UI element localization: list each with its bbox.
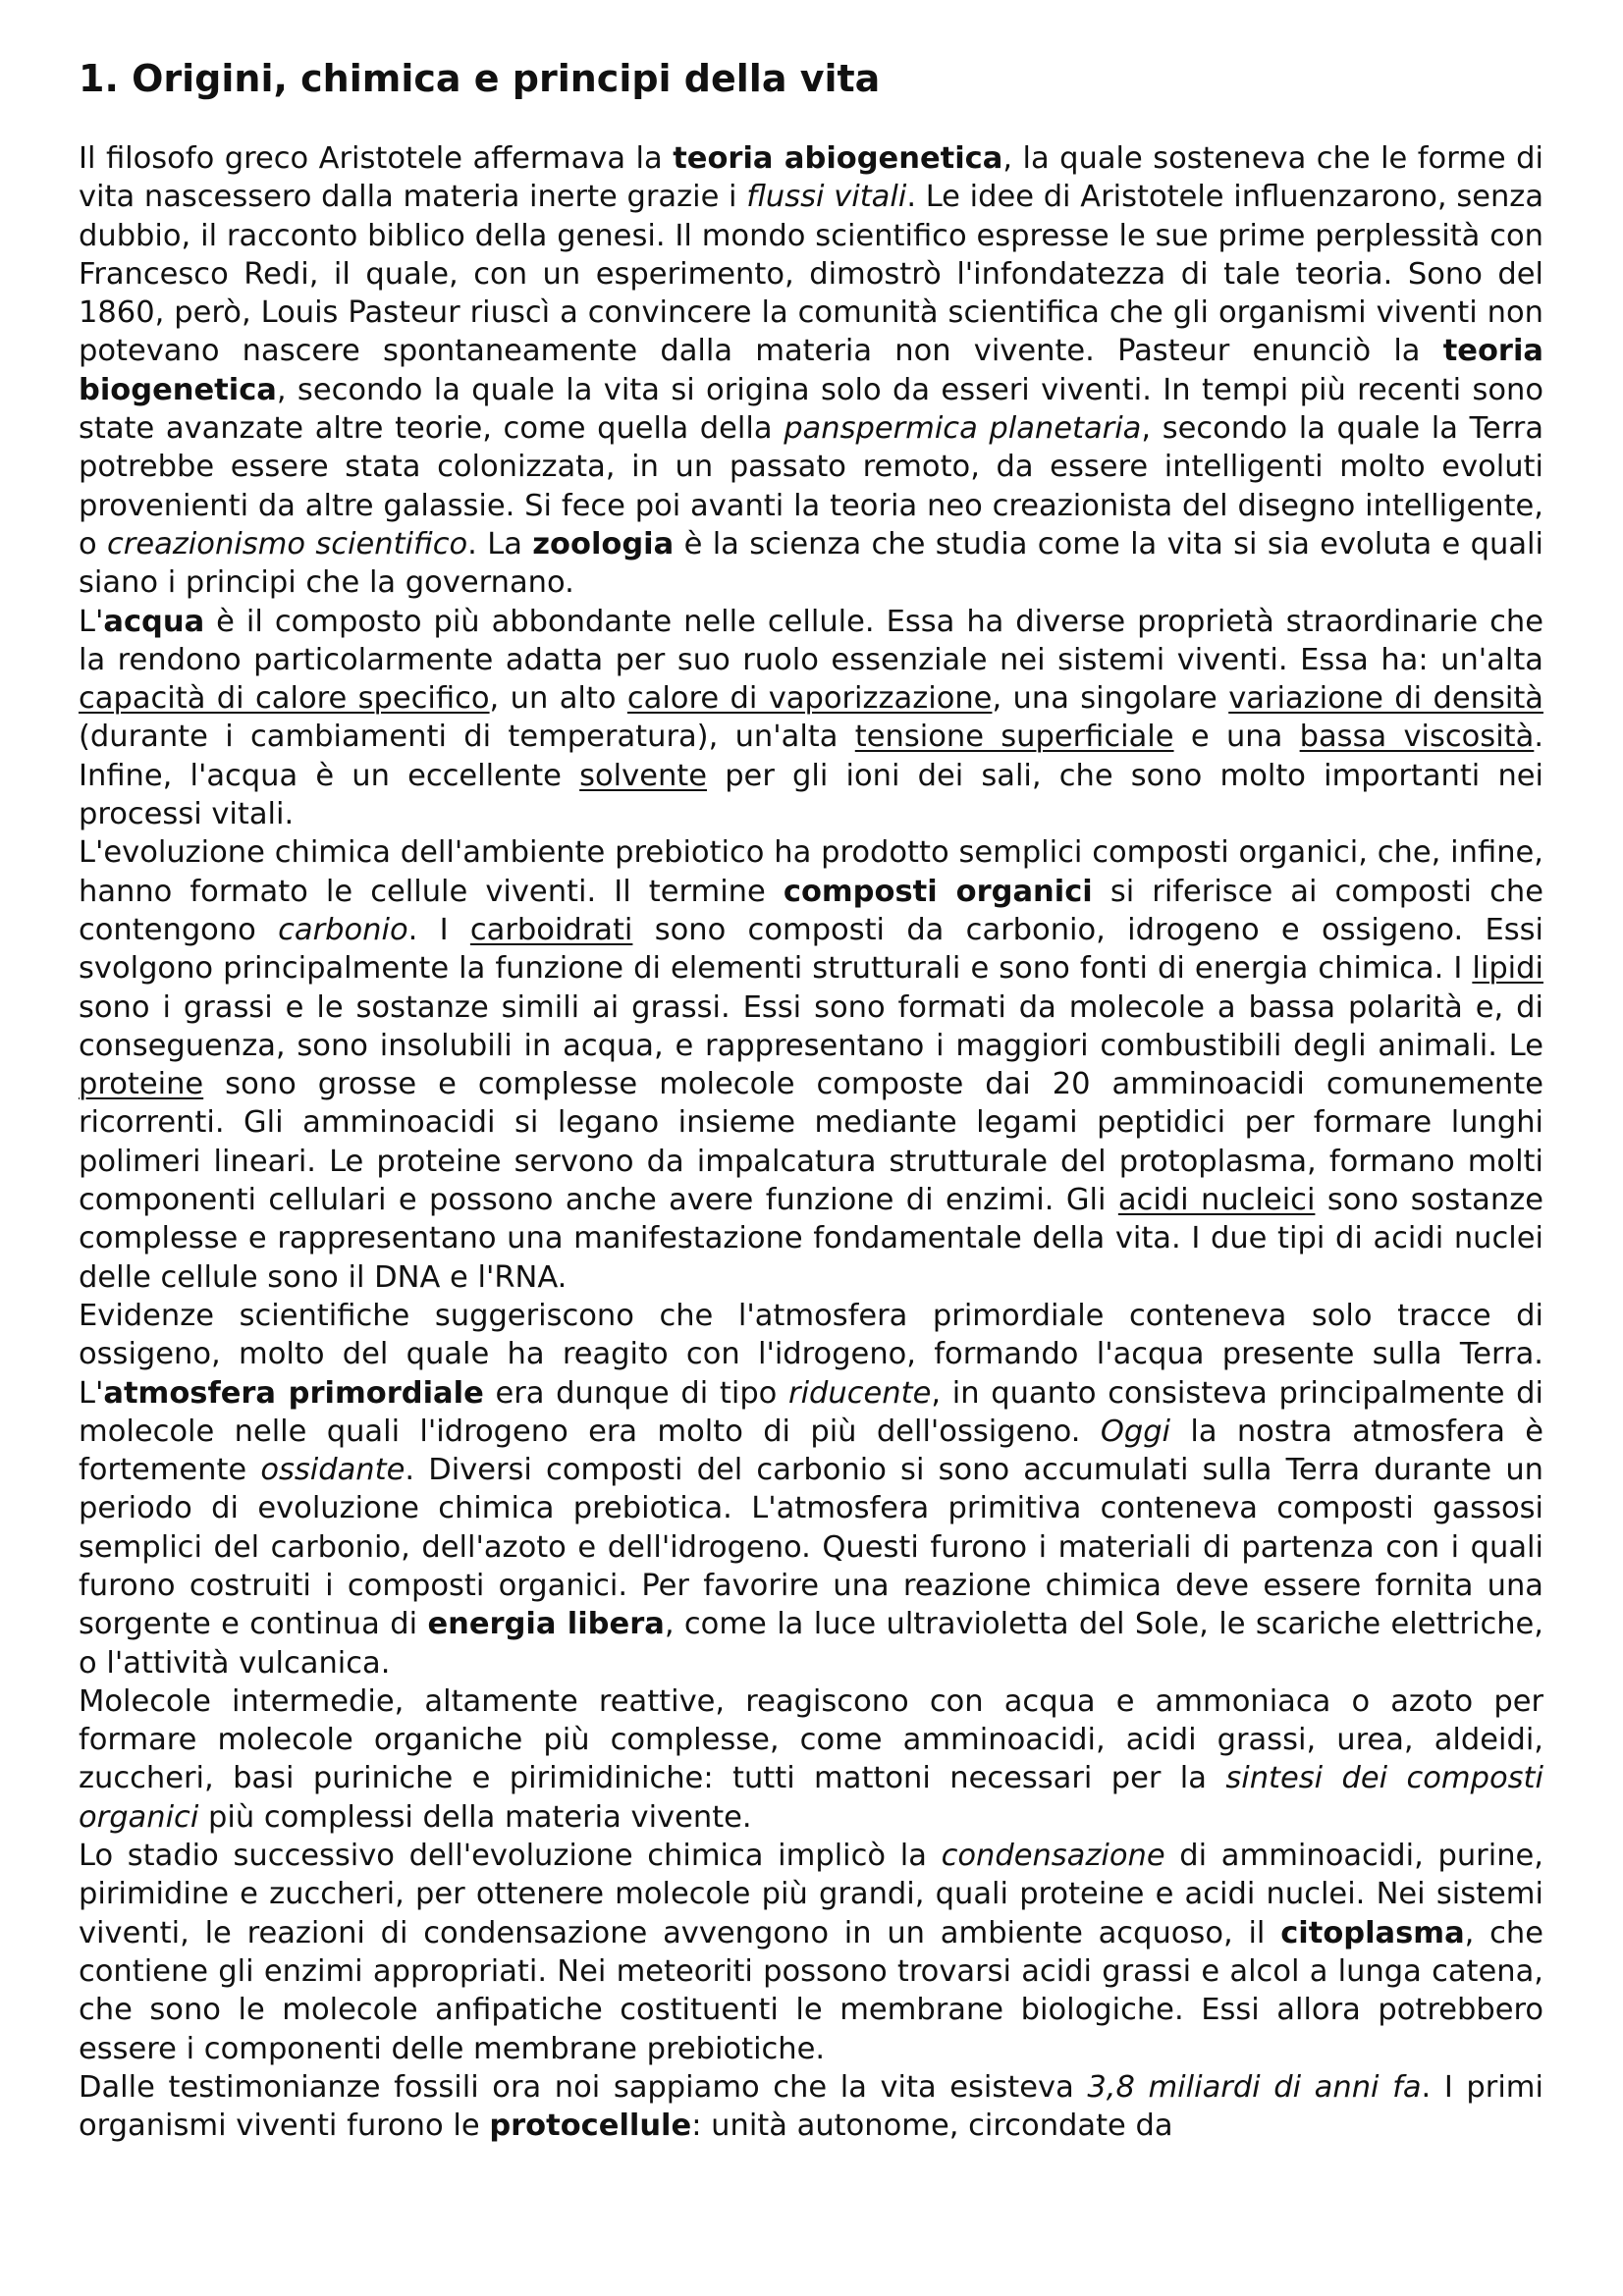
text-run: . I primi organismi viventi furono le xyxy=(79,2069,1543,2144)
text-run: la nostra atmosfera è fortemente xyxy=(79,1414,1543,1488)
italic-term: creazionismo scientifico xyxy=(107,526,468,561)
bold-term: protocellule xyxy=(489,2109,692,2144)
italic-term: condensazione xyxy=(941,1839,1165,1874)
text-run: era dunque di tipo xyxy=(483,1375,789,1411)
italic-term: 3,8 miliardi di anni fa xyxy=(1087,2069,1422,2105)
text-run: per gli ioni dei sali, che sono molto importanti nei processi vitali. xyxy=(79,758,1544,832)
paragraph xyxy=(79,1682,1543,1837)
text-run: : unità autonome, circondate da xyxy=(691,2109,1173,2144)
text-run: è il composto più abbondante nelle cellule. Essa ha diverse proprietà straordinarie che la rendono particolarmente adatta per suo ruolo essenziale nei sistemi viventi. Essa ha: un'alta xyxy=(79,604,1543,677)
text-run: , che contiene gli enzimi appropriati. Nei meteoriti possono trovarsi acidi grassi e alcol a lunga catena, che sono le molecole anfipatiche costituenti le membrane biologiche. Essi allora potrebbero essere i componenti delle membrane prebiotiche. xyxy=(79,1915,1543,2066)
text-run: , secondo la quale la Terra potrebbe essere stata colonizzata, in un passato remoto, da essere intelligenti molto evoluti provenienti da altre galassie. Si fece poi avanti la teoria neo creazionista del disegno intelligente, o xyxy=(79,411,1544,561)
paragraph xyxy=(79,139,1543,603)
paragraph xyxy=(79,1297,1543,1682)
text-run: Molecole intermedie, altamente reattive, reagiscono con acqua e ammoniaca o azoto per formare molecole organiche più complesse, come amminoacidi, acidi grassi, urea, aldeidi, zuccheri, basi puriniche e pirimidiniche: tutti mattoni necessari per la xyxy=(79,1683,1543,1796)
underlined-term: carboidrati xyxy=(469,912,633,947)
text-run: , come la luce ultravioletta del Sole, le scariche elettriche, o l'attività vulcanica. xyxy=(79,1607,1543,1681)
text-run: . I xyxy=(407,912,470,947)
document-body xyxy=(79,139,1543,2145)
text-run: sono grosse e complesse molecole composte dai 20 amminoacidi comunemente ricorrenti. Gli amminoacidi si legano insieme mediante legami peptidici per formare lunghi polimeri lineari. Le proteine servono da impalcatura strutturale del protoplasma, formano molti componenti cellulari e possono anche avere funzione di enzimi. Gli xyxy=(79,1067,1543,1218)
underlined-term: bassa viscosità xyxy=(1299,720,1535,755)
text-run: , una singolare xyxy=(992,681,1229,717)
text-run: , un alto xyxy=(489,681,627,717)
underlined-term: acidi nucleici xyxy=(1117,1183,1316,1218)
text-run: è la scienza che studia come la vita si sia evoluta e quali siano i principi che la governano. xyxy=(79,526,1544,601)
underlined-term: proteine xyxy=(79,1067,204,1102)
bold-term: teoria biogenetica xyxy=(79,334,1543,407)
text-run: sono sostanze complesse e rappresentano una manifestazione fondamentale della vita. I due tipi di acidi nuclei delle cellule sono il DNA e l'RNA. xyxy=(79,1183,1543,1295)
text-run: e una xyxy=(1173,720,1300,755)
text-run: L'evoluzione chimica dell'ambiente prebiotico ha prodotto semplici composti organici, che, infine, hanno formato le cellule viventi. Il termine xyxy=(79,835,1543,909)
text-run: L' xyxy=(79,604,104,639)
underlined-term: calore di vaporizzazione xyxy=(626,681,993,717)
paragraph xyxy=(79,833,1543,1297)
underlined-term: lipidi xyxy=(1472,951,1543,987)
italic-term: ossidante xyxy=(260,1453,406,1488)
bold-term: acqua xyxy=(103,604,205,639)
text-run: , in quanto consisteva principalmente di molecole nelle quali l'idrogeno era molto di più dell'ossigeno. xyxy=(79,1375,1543,1449)
text-run: Dalle testimonianze fossili ora noi sappiamo che la vita esisteva xyxy=(79,2069,1088,2105)
text-run: Lo stadio successivo dell'evoluzione chimica implicò la xyxy=(79,1839,942,1874)
text-run: , secondo la quale la vita si origina solo da esseri viventi. In tempi più recenti sono state avanzate altre teorie, come quella della xyxy=(79,372,1543,447)
text-run: . Infine, l'acqua è un eccellente xyxy=(79,720,1544,793)
text-run: (durante i cambiamenti di temperatura), un'alta xyxy=(79,720,855,755)
text-run: più complessi della materia vivente. xyxy=(198,1799,752,1835)
bold-term: energia libera xyxy=(427,1607,665,1642)
section-heading: 1. Origini, chimica e principi della vita xyxy=(79,57,881,100)
italic-term: riducente xyxy=(788,1375,932,1411)
text-run: si riferisce ai composti che contengono xyxy=(79,874,1543,947)
bold-term: atmosfera primordiale xyxy=(103,1375,484,1411)
bold-term: composti organici xyxy=(783,874,1093,909)
bold-term: citoplasma xyxy=(1280,1915,1465,1950)
underlined-term: variazione di densità xyxy=(1228,681,1543,717)
bold-term: teoria abiogenetica xyxy=(673,141,1003,176)
text-run: Evidenze scientifiche suggeriscono che l'atmosfera primordiale conteneva solo tracce di ossigeno, molto del quale ha reagito con l'idrogeno, formando l'acqua presente sulla Terra. L' xyxy=(79,1298,1543,1411)
italic-term: flussi vitali xyxy=(746,180,907,215)
paragraph xyxy=(79,603,1543,834)
paragraph xyxy=(79,1837,1543,2068)
text-run: . Diversi composti del carbonio si sono accumulati sulla Terra durante un periodo di evoluzione chimica prebiotica. L'atmosfera primitiva conteneva composti gassosi semplici del carbonio, dell'azoto e dell'idrogeno. Questi furono i materiali di partenza con i quali furono costruiti i composti organici. Per favorire una reazione chimica deve essere fornita una sorgente e continua di xyxy=(79,1453,1543,1642)
italic-term: panspermica planetaria xyxy=(784,411,1142,447)
underlined-term: capacità di calore specifico xyxy=(79,681,490,717)
underlined-term: solvente xyxy=(579,758,708,793)
italic-term: Oggi xyxy=(1100,1414,1171,1449)
text-run: . Le idee di Aristotele influenzarono, senza dubbio, il racconto biblico della genesi. Il mondo scientifico espresse le sue prime perplessità con Francesco Redi, il quale, con un esperimento, dimostrò l'infondatezza di tale teoria. Sono del 1860, però, Louis Pasteur riuscì a convincere la comunità scientifica che gli organismi viventi non potevano nascere spontaneamente dalla materia non vivente. Pasteur enunciò la xyxy=(79,180,1544,369)
text-run: sono composti da carbonio, idrogeno e ossigeno. Essi svolgono principalmente la funzione di elementi strutturali e sono fonti di energia chimica. I xyxy=(79,912,1543,987)
text-run: Il filosofo greco Aristotele affermava la xyxy=(79,141,674,176)
bold-term: zoologia xyxy=(532,526,675,561)
italic-term: carbonio xyxy=(278,912,408,947)
text-run: sono i grassi e le sostanze simili ai grassi. Essi sono formati da molecole a bassa polarità e, di conseguenza, sono insolubili in acqua, e rappresentano i maggiori combustibili degli animali. Le xyxy=(79,989,1543,1063)
text-run: di amminoacidi, purine, pirimidine e zuccheri, per ottenere molecole più grandi, quali proteine e acidi nuclei. Nei sistemi viventi, le reazioni di condensazione avvengono in un ambiente acquoso, il xyxy=(79,1839,1543,1950)
text-run: , la quale sosteneva che le forme di vita nascessero dalla materia inerte grazie i xyxy=(79,141,1543,215)
paragraph xyxy=(79,2068,1543,2146)
text-run: . La xyxy=(467,526,533,561)
italic-term: sintesi dei composti organici xyxy=(79,1761,1543,1835)
underlined-term: tensione superficiale xyxy=(854,720,1174,755)
